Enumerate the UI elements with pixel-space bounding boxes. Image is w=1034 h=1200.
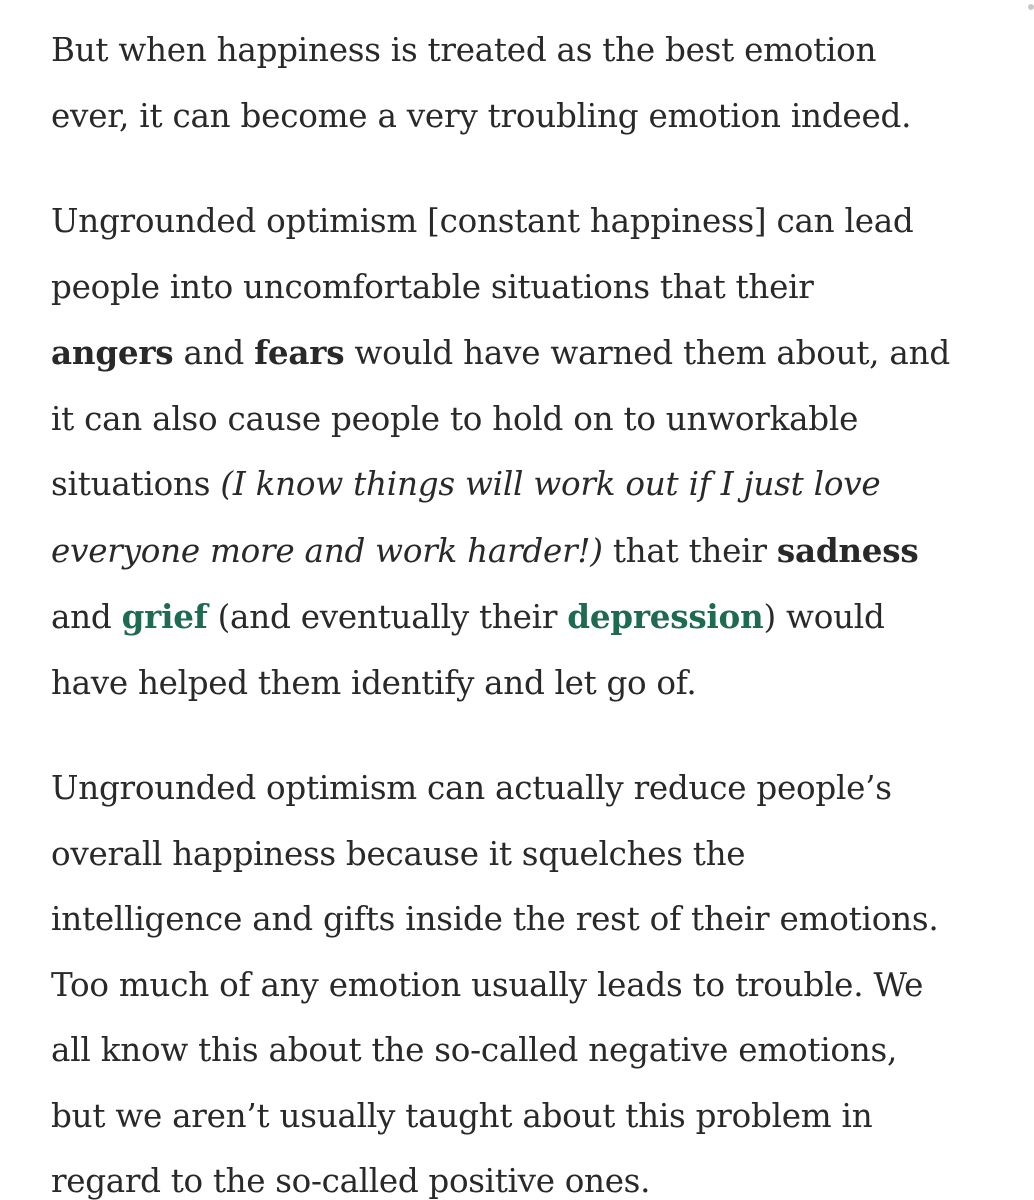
text-line <box>51 1084 1034 1150</box>
text-run: Ungrounded optimism can actually reduce people’s <box>51 769 892 807</box>
text-line <box>51 584 1034 651</box>
text-run: and <box>51 598 122 636</box>
text-line <box>51 651 1034 717</box>
bold-term-fears: fears <box>254 333 345 372</box>
italic-aside: (I know things will work out if I just love <box>220 465 881 503</box>
text-line <box>51 387 1034 453</box>
text-line <box>51 320 1034 387</box>
text-run: but we aren’t usually taught about this problem in <box>51 1096 873 1135</box>
bold-term-angers: angers <box>51 333 174 372</box>
text-run: intelligence and gifts inside the rest of their emotions. <box>51 900 939 938</box>
italic-aside: everyone more and work harder!) <box>51 531 603 570</box>
text-line <box>51 84 1034 150</box>
text-run: But when happiness is treated as the best emotion <box>51 31 877 69</box>
text-line <box>51 822 1034 888</box>
text-line <box>51 452 1034 518</box>
text-run: Too much of any emotion usually leads to trouble. We <box>51 965 924 1004</box>
text-line <box>51 887 1034 953</box>
text-run: it can also cause people to hold on to unworkable <box>51 399 859 438</box>
bold-term-sadness: sadness <box>776 530 919 570</box>
text-line <box>51 518 1034 585</box>
text-line <box>51 18 1034 84</box>
text-run: Ungrounded optimism [constant happiness] can lead <box>51 202 914 240</box>
text-run: ) would <box>763 598 885 636</box>
paragraph-1 <box>51 18 1034 149</box>
paragraph-2 <box>51 189 1034 716</box>
text-line <box>51 255 1034 321</box>
text-run: that their <box>602 531 777 570</box>
link-grief[interactable]: grief <box>121 597 208 636</box>
text-run: regard to the so-called positive ones. <box>51 1162 651 1200</box>
text-run: would have warned them about, and <box>344 334 950 372</box>
paragraph-3 <box>51 756 1034 1200</box>
text-run: situations <box>51 465 221 503</box>
text-line <box>51 1149 1034 1200</box>
scroll-indicator[interactable] <box>1028 4 1034 10</box>
text-line <box>51 189 1034 255</box>
text-run: have helped them identify and let go of. <box>51 663 697 702</box>
text-run: people into uncomfortable situations that their <box>51 267 814 306</box>
text-run: overall happiness because it squelches the <box>51 834 746 873</box>
text-line <box>51 1018 1034 1084</box>
text-line <box>51 756 1034 822</box>
text-run: (and eventually their <box>207 598 568 636</box>
text-run: ever, it can become a very troubling emotion indeed. <box>51 96 912 135</box>
text-run: and <box>173 334 255 372</box>
link-depression[interactable]: depression <box>567 597 764 636</box>
text-line <box>51 953 1034 1019</box>
text-run: all know this about the so-called negative emotions, <box>51 1031 898 1069</box>
